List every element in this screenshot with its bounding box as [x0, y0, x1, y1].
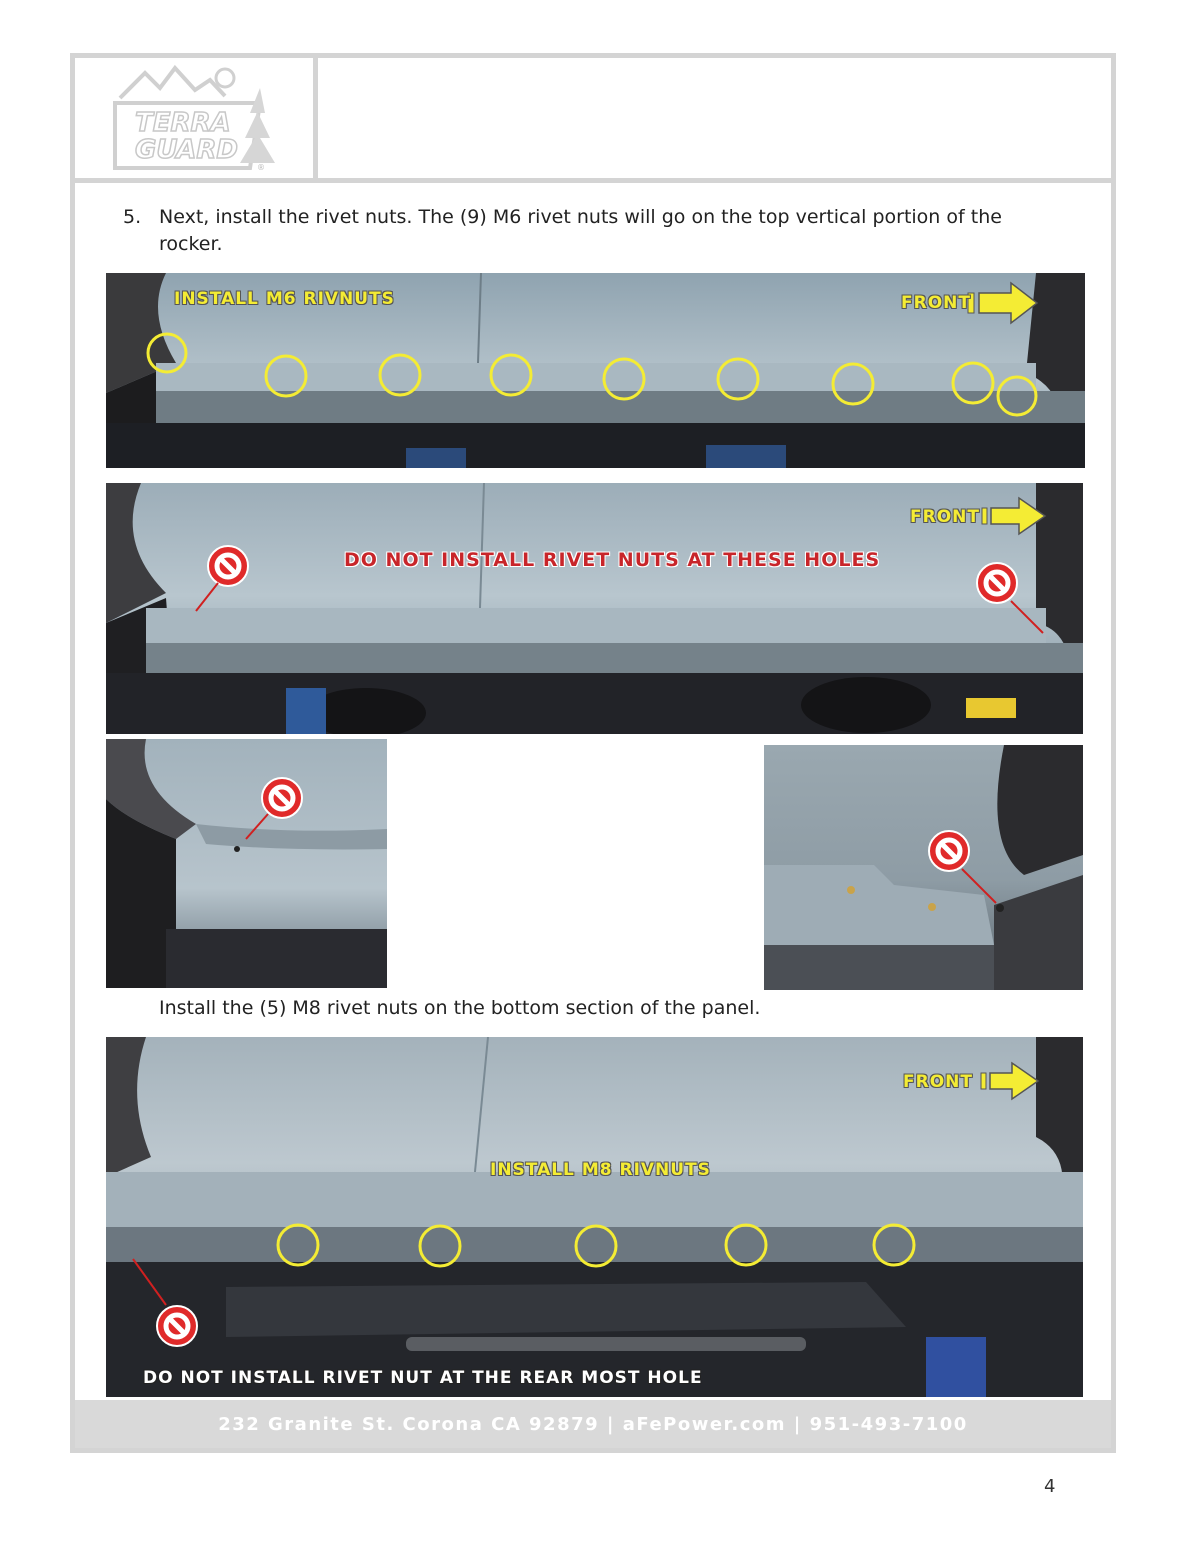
label-install-m8: INSTALL M8 RIVNUTS	[490, 1160, 711, 1180]
header	[75, 58, 1111, 183]
note-m8: Install the (5) M8 rivet nuts on the bottom section of the panel.	[159, 997, 761, 1019]
svg-text:GUARD: GUARD	[135, 135, 239, 165]
photo-detail-front	[764, 745, 1083, 990]
svg-text:®: ®	[257, 163, 265, 172]
label-install-m6: INSTALL M6 RIVNUTS	[174, 289, 395, 309]
photo-m6-rivnuts	[106, 273, 1085, 468]
label-front-3: FRONT	[903, 1072, 973, 1092]
logo-cell	[75, 58, 318, 178]
photo-do-not-install	[106, 483, 1083, 734]
label-front-2: FRONT	[910, 507, 980, 527]
footer-contact: 232 Granite St. Corona CA 92879 | aFePower.com | 951-493-7100	[218, 1413, 968, 1435]
photo-detail-rear	[106, 739, 387, 988]
label-do-not-install-holes: DO NOT INSTALL RIVET NUTS AT THESE HOLES	[344, 549, 881, 571]
step-text: Next, install the rivet nuts. The (9) M6 rivet nuts will go on the top vertical portion of the rocker.	[159, 206, 1002, 255]
step-number: 5.	[123, 206, 142, 228]
label-front-1: FRONT	[901, 293, 971, 313]
label-do-not-install-rear-hole: DO NOT INSTALL RIVET NUT AT THE REAR MOST HOLE	[143, 1368, 703, 1388]
svg-text:TERRA: TERRA	[135, 108, 231, 138]
page-number: 4	[1044, 1476, 1056, 1497]
terraguard-logo	[75, 58, 313, 178]
photo-m8-rivnuts	[106, 1037, 1083, 1397]
footer	[75, 1400, 1111, 1448]
